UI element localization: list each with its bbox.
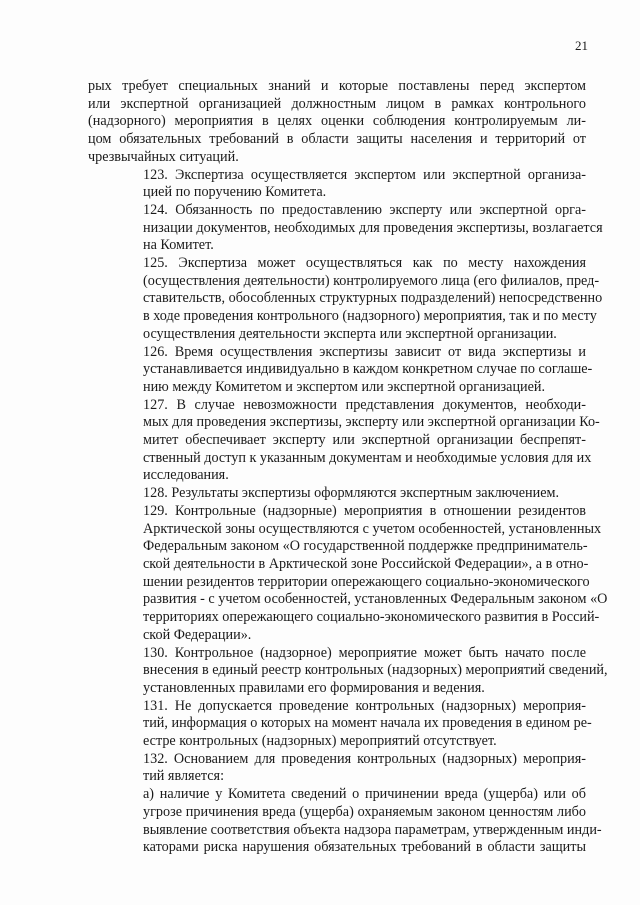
paragraph — [88, 697, 592, 751]
paragraph — [88, 201, 603, 255]
text-line: тий, информация о которых на момент начала их проведения в едином ре- — [143, 715, 592, 732]
text-line: шении резидентов территории опережающего социально-экономического — [143, 573, 590, 590]
text-line: 128. Результаты экспертизы оформляются экспертным заключением. — [143, 485, 560, 502]
text-line: развития - с учетом особенностей, установленных Федеральным законом «О — [143, 591, 608, 608]
text-line: 129. Контрольные (надзорные) мероприятия в отношении резидентов — [143, 502, 586, 519]
text-line: или экспертной организацией должностным лицом в рамках контрольного — [88, 95, 586, 112]
text-line: мых для проведения экспертизы, эксперту или экспертной организации Ко- — [143, 414, 600, 431]
paragraph — [88, 343, 593, 397]
text-line: митет обеспечивает эксперту или экспертной организации беспрепят- — [143, 432, 586, 449]
text-line: устанавливается индивидуально в каждом конкретном случае по соглаше- — [143, 361, 593, 378]
paragraph — [88, 167, 586, 202]
text-line: на Комитет. — [143, 237, 214, 254]
paragraph — [88, 786, 602, 857]
text-line: 123. Экспертиза осуществляется экспертом или экспертной организа- — [143, 166, 586, 183]
text-line: ственный доступ к указанным документам и необходимые условия для их — [143, 449, 592, 466]
text-line: в ходе проведения контрольного (надзорного) мероприятия, так и по месту — [143, 308, 597, 325]
text-line: осуществления деятельности эксперта или экспертной организации. — [143, 325, 557, 342]
text-line: Федеральным законом «О государственной поддержке предприниматель- — [143, 538, 588, 555]
text-line: тий является: — [143, 768, 225, 785]
text-line: 124. Обязанность по предоставлению эксперту или экспертной орга- — [143, 201, 586, 218]
paragraph — [88, 644, 608, 698]
text-line: внесения в единый реестр контрольных (надзорных) мероприятий сведений, — [143, 662, 608, 679]
text-line: цом обязательных требований в области защиты населения и территорий от — [88, 131, 586, 148]
text-line: 132. Основанием для проведения контрольных (надзорных) мероприя- — [143, 750, 586, 767]
text-line: выявление соответствия объекта надзора параметрам, утвержденным инди- — [143, 821, 602, 838]
paragraph — [88, 255, 603, 344]
paragraph — [88, 751, 586, 786]
text-line: угрозе причинения вреда (ущерба) охраняемым законом ценностям либо — [143, 803, 586, 820]
text-line: (надзорного) мероприятия в целях оценки соблюдения контролируемым ли- — [88, 113, 586, 130]
text-line: установленных правилами его формирования и ведения. — [143, 679, 485, 696]
text-line: цией по поручению Комитета. — [143, 184, 327, 201]
paragraph — [88, 78, 586, 167]
paragraph — [88, 485, 586, 503]
text-line: рых требует специальных знаний и которые поставлены перед экспертом — [88, 78, 586, 94]
text-line: естре контрольных (надзорных) мероприятий отсутствует. — [143, 733, 497, 750]
page-number: 21 — [575, 38, 588, 53]
text-line: 127. В случае невозможности представления документов, необходи- — [143, 396, 586, 413]
text-line: ской деятельности в Арктической зоне Российской Федерации», а в отно- — [143, 555, 589, 572]
paragraph — [88, 502, 608, 645]
text-line: чрезвычайных ситуаций. — [88, 148, 239, 165]
text-line: территориях опережающего социально-экономического развития в Россий- — [143, 609, 600, 626]
document-body — [88, 78, 608, 857]
text-line: исследования. — [143, 467, 229, 484]
text-line: 126. Время осуществления экспертизы зависит от вида экспертизы и — [143, 343, 586, 360]
text-line: ской Федерации». — [143, 626, 252, 643]
text-line: каторами риска нарушения обязательных требований в области защиты — [143, 839, 586, 856]
text-line: низации документов, необходимых для проведения экспертизы, возлагается — [143, 219, 603, 236]
text-line: 125. Экспертиза может осуществляться как по месту нахождения — [143, 255, 586, 272]
text-line: Арктической зоны осуществляются с учетом особенностей, установленных — [143, 520, 602, 537]
text-line: ставительств, обособленных структурных подразделений) непосредственно — [143, 290, 603, 307]
paragraph — [88, 396, 600, 486]
text-line: 131. Не допускается проведение контрольных (надзорных) мероприя- — [143, 697, 586, 714]
text-line: нию между Комитетом и экспертом или экспертной организацией. — [143, 378, 546, 395]
text-line: (осуществления деятельности) контролируемого лица (его филиалов, пред- — [143, 272, 600, 289]
text-line: 130. Контрольное (надзорное) мероприятие может быть начато после — [143, 644, 586, 661]
text-line: а) наличие у Комитета сведений о причинении вреда (ущерба) или об — [143, 786, 586, 803]
